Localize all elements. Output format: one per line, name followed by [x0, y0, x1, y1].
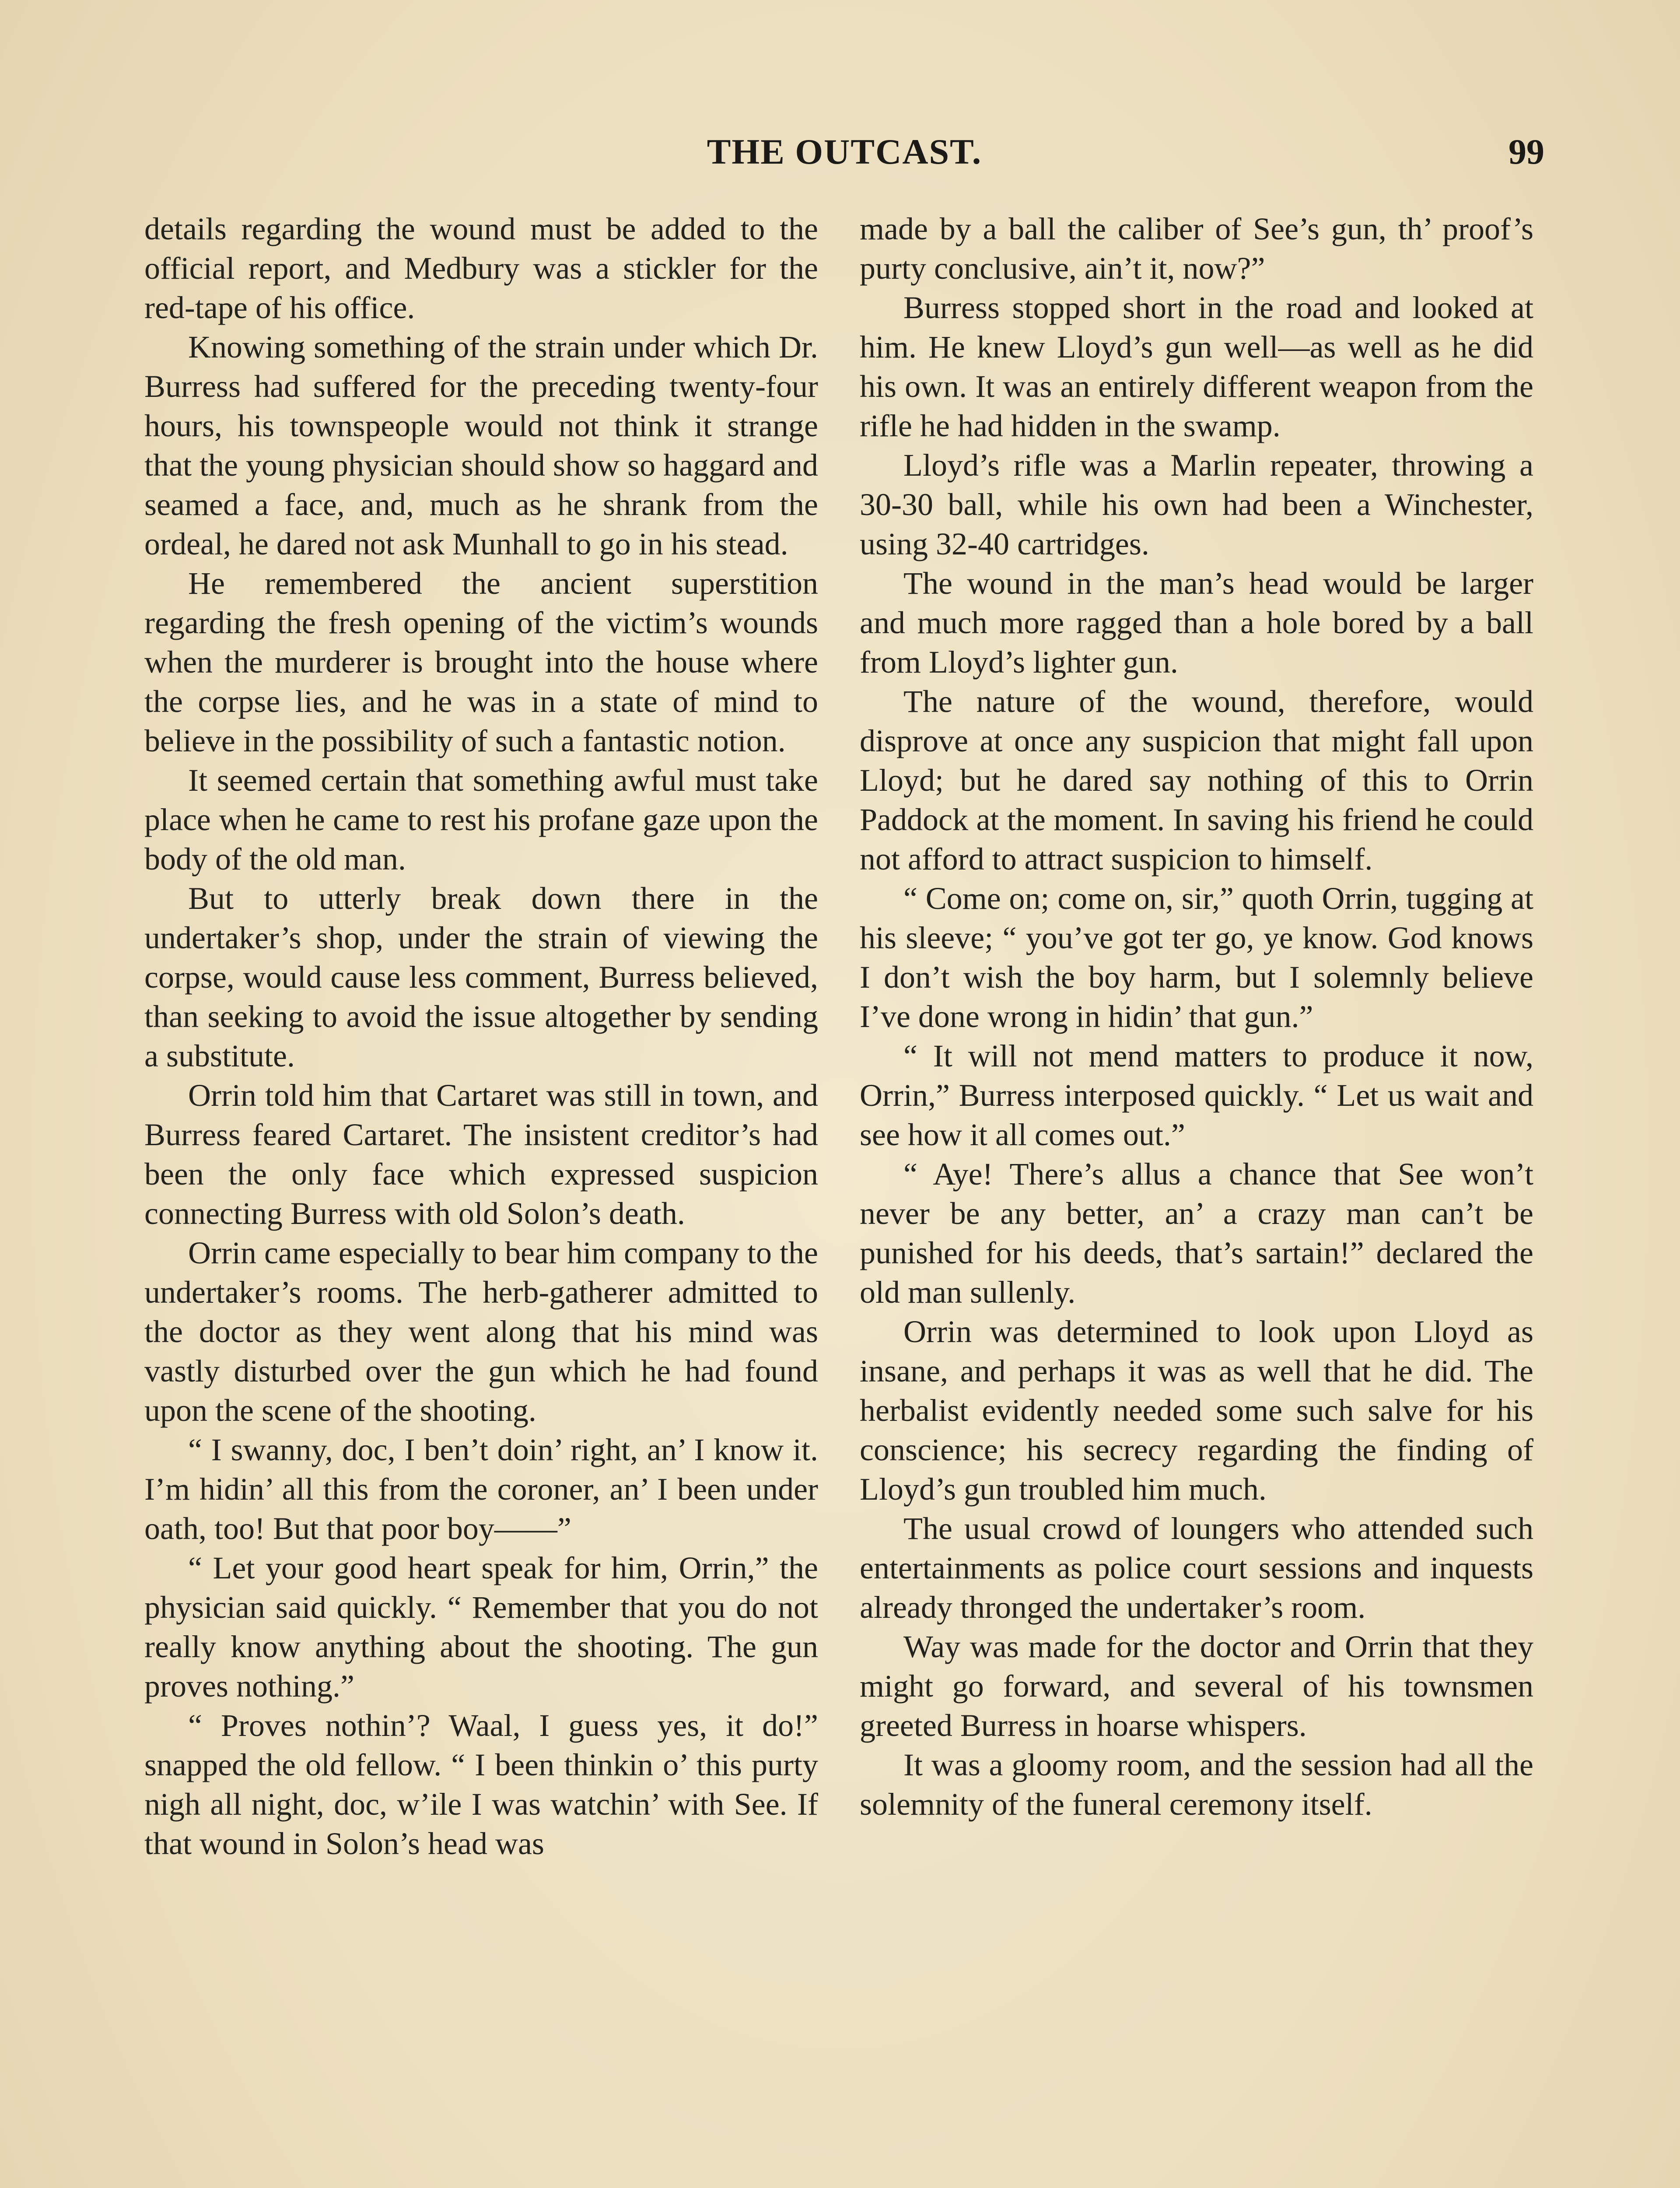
- paragraph: “ Come on; come on, sir,” quoth Orrin, tugging at his sleeve; “ you’ve got ter go, ye know. God knows I don’t wish the boy harm, but I solemnly believe I’ve done wrong in hidin’ that gun.”: [860, 881, 1533, 1034]
- running-title: THE OUTCAST.: [707, 132, 982, 172]
- left-column: [144, 209, 818, 2188]
- paragraph: The wound in the man’s head would be larger and much more ragged than a hole bored by a ball from Lloyd’s lighter gun.: [860, 566, 1533, 680]
- paragraph: It seemed certain that something awful must take place when he came to rest his profane gaze upon the body of the old man.: [144, 763, 818, 877]
- page-number: 99: [1508, 132, 1544, 172]
- paragraph: Orrin came especially to bear him company to the undertaker’s rooms. The herb-gatherer admitted to the doctor as they went along that his mind was vastly disturbed over the gun which he had found upon the scene of the shooting.: [144, 1235, 818, 1428]
- paragraph: It was a gloomy room, and the session had all the solemnity of the funeral ceremony itself.: [860, 1747, 1533, 1822]
- paragraph: Lloyd’s rifle was a Marlin repeater, throwing a 30-30 ball, while his own had been a Winchester, using 32-40 cartridges.: [860, 448, 1533, 561]
- paragraph: “ Let your good heart speak for him, Orrin,” the physician said quickly. “ Remember that you do not really know anything about the shooting. The gun proves nothing.”: [144, 1550, 818, 1704]
- paragraph: details regarding the wound must be added to the official report, and Medbury was a stickler for the red-tape of his office.: [144, 211, 818, 325]
- paragraph: The nature of the wound, therefore, would disprove at once any suspicion that might fall upon Lloyd; but he dared say nothing of this to Orrin Paddock at the moment. In saving his friend he could not afford to attract suspicion to himself.: [860, 684, 1533, 877]
- paragraph: Orrin was determined to look upon Lloyd as insane, and perhaps it was as well that he did. The herbalist evidently needed some such salve for his conscience; his secrecy regarding the finding of Lloyd’s gun troubled him much.: [860, 1314, 1533, 1507]
- paragraph: Knowing something of the strain under which Dr. Burress had suffered for the preceding twenty-four hours, his townspeople would not think it strange that the young physician should show so haggard and seamed a face, and, much as he shrank from the ordeal, he dared not ask Munhall to go in his stead.: [144, 330, 818, 561]
- paragraph: “ Aye! There’s allus a chance that See won’t never be any better, an’ a crazy man can’t be punished for his deeds, that’s sartain!” declared the old man sullenly.: [860, 1157, 1533, 1310]
- paragraph: made by a ball the caliber of See’s gun, th’ proof’s purty conclusive, ain’t it, now?”: [860, 211, 1533, 286]
- paragraph: Burress stopped short in the road and looked at him. He knew Lloyd’s gun well—as well as he did his own. It was an entirely different weapon from the rifle he had hidden in the swamp.: [860, 290, 1533, 443]
- paragraph: “ It will not mend matters to produce it now, Orrin,” Burress interposed quickly. “ Let us wait and see how it all comes out.”: [860, 1038, 1533, 1152]
- paragraph: “ Proves nothin’? Waal, I guess yes, it do!” snapped the old fellow. “ I been thinkin o’ this purty nigh all night, doc, w’ile I was watchin’ with See. If that wound in Solon’s head was: [144, 1708, 818, 1861]
- running-header: [144, 131, 1544, 179]
- paragraph: “ I swanny, doc, I ben’t doin’ right, an’ I know it. I’m hidin’ all this from the coroner, an’ I been under oath, too! But that poor boy——”: [144, 1432, 818, 1546]
- paragraph: But to utterly break down there in the undertaker’s shop, under the strain of viewing the corpse, would cause less comment, Burress believed, than seeking to avoid the issue altogether by sending a substitute.: [144, 881, 818, 1073]
- paragraph: He remembered the ancient superstition regarding the fresh opening of the victim’s wounds when the murderer is brought into the house where the corpse lies, and he was in a state of mind to believe in the possibility of such a fantastic notion.: [144, 566, 818, 758]
- paragraph: Orrin told him that Cartaret was still in town, and Burress feared Cartaret. The insistent creditor’s had been the only face which expressed suspicion connecting Burress with old Solon’s death.: [144, 1078, 818, 1231]
- paragraph: The usual crowd of loungers who attended such entertainments as police court sessions and inquests already thronged the undertaker’s room.: [860, 1511, 1533, 1625]
- paragraph: Way was made for the doctor and Orrin that they might go forward, and several of his townsmen greeted Burress in hoarse whispers.: [860, 1629, 1533, 1743]
- right-column: [860, 209, 1533, 2188]
